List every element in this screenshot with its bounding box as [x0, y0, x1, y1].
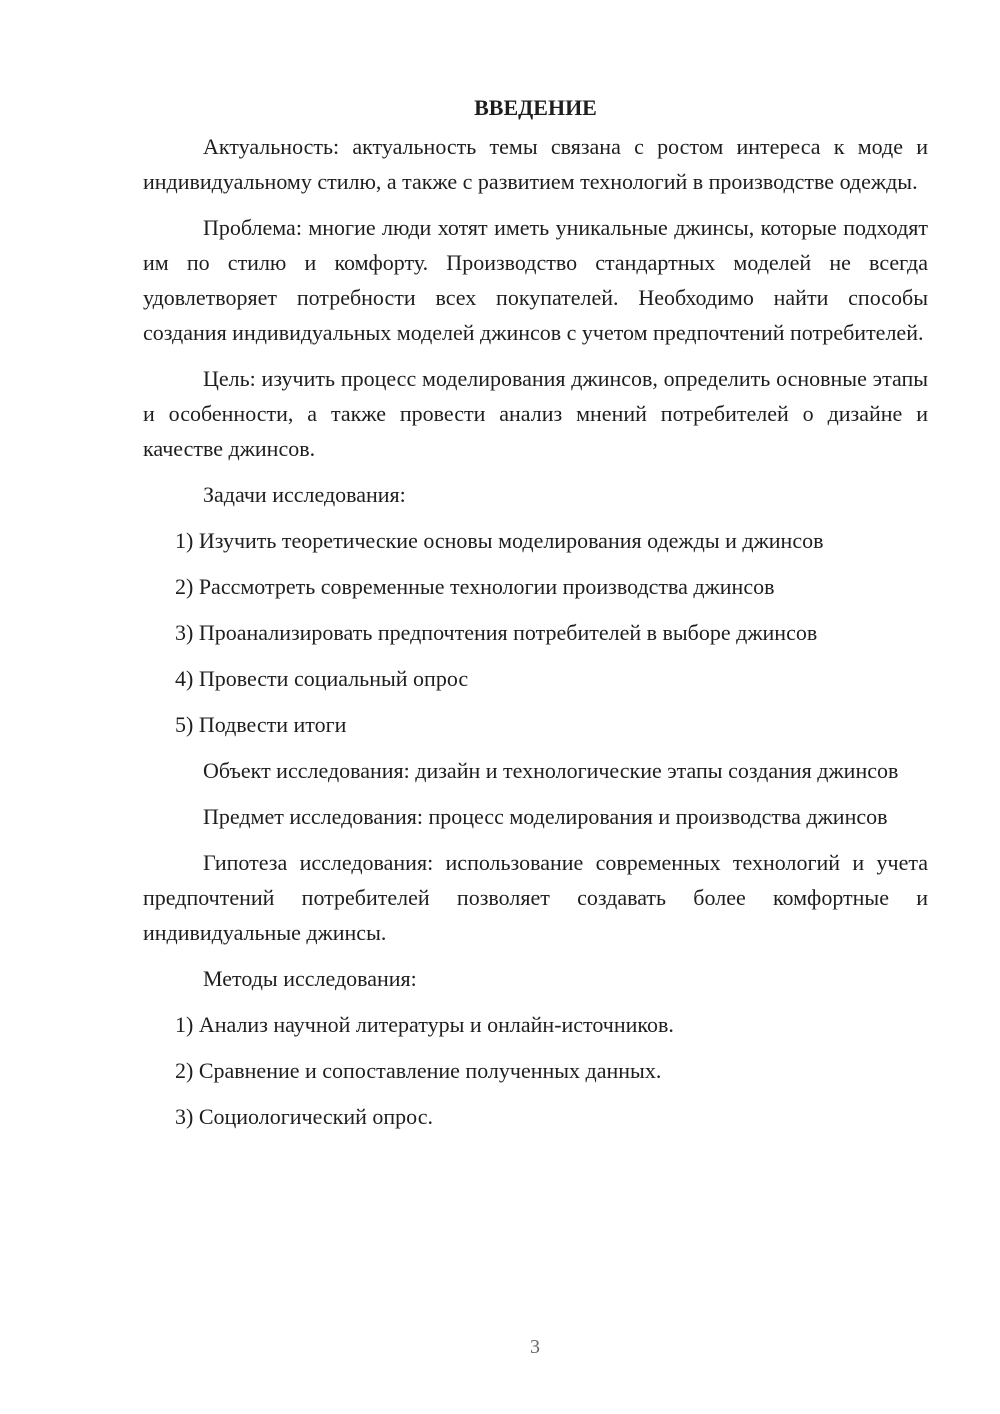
list-item: 1) Анализ научной литературы и онлайн-источников.: [175, 1012, 674, 1037]
hypothesis-paragraph: Гипотеза исследования: использование современных технологий и учета предпочтений потребителей позволяет создавать более комфортные и индивидуальные джинсы.: [143, 850, 928, 945]
list-item: 3) Социологический опрос.: [175, 1104, 433, 1129]
relevance-paragraph: Актуальность: актуальность темы связана с ростом интереса к моде и индивидуальному стилю, а также с развитием технологий в производстве одежды.: [143, 134, 928, 194]
list-item: 4) Провести социальный опрос: [175, 666, 469, 691]
goal-paragraph: Цель: изучить процесс моделирования джинсов, определить основные этапы и особенности, а также провести анализ мнений потребителей о дизайне и качестве джинсов.: [143, 366, 928, 461]
tasks-list: [143, 523, 928, 742]
object-paragraph: Объект исследования: дизайн и технологические этапы создания джинсов: [203, 758, 899, 783]
methods-list: [143, 1007, 928, 1134]
section-title: ВВЕДЕНИЕ: [474, 95, 597, 120]
problem-paragraph: Проблема: многие люди хотят иметь уникальные джинсы, которые подходят им по стилю и комфорту. Производство стандартных моделей не всегда удовлетворяет потребности всех покупателей. Необходимо найти способы создания индивидуальных моделей джинсов с учетом предпочтений потребителей.: [143, 215, 928, 345]
page-number: 3: [530, 1336, 540, 1358]
list-item: 1) Изучить теоретические основы моделирования одежды и джинсов: [175, 528, 824, 553]
document-page: [143, 90, 928, 1145]
tasks-heading: Задачи исследования:: [203, 482, 406, 507]
list-item: 2) Рассмотреть современные технологии производства джинсов: [175, 574, 775, 599]
methods-heading: Методы исследования:: [203, 966, 417, 991]
list-item: 5) Подвести итоги: [175, 712, 347, 737]
list-item: 2) Сравнение и сопоставление полученных данных.: [175, 1058, 662, 1083]
subject-paragraph: Предмет исследования: процесс моделирования и производства джинсов: [203, 804, 888, 829]
list-item: 3) Проанализировать предпочтения потребителей в выборе джинсов: [175, 620, 818, 645]
